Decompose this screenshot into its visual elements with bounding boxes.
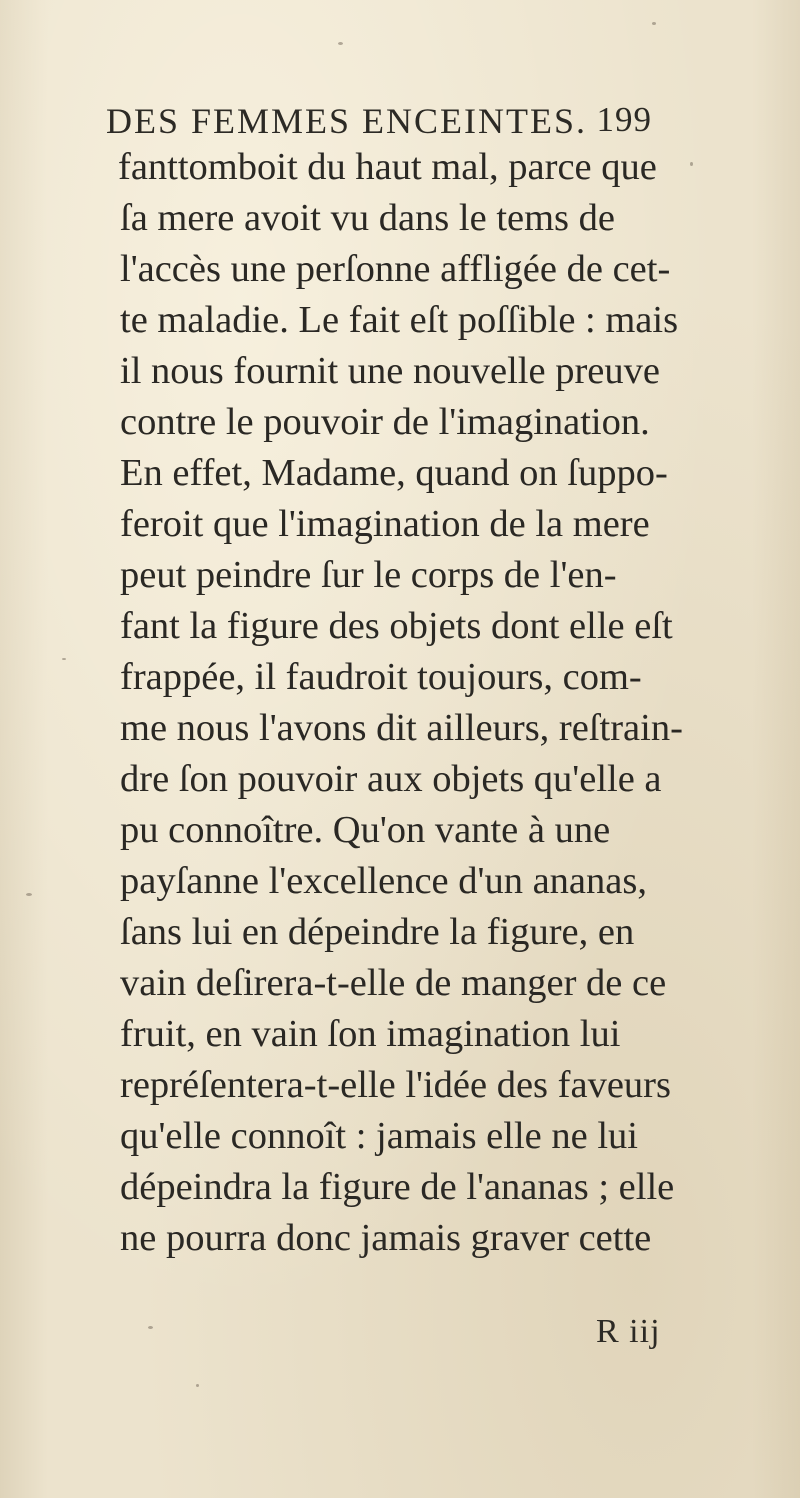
page-number: 199 (596, 100, 652, 139)
text-line: fant la figure des objets dont elle eſt (120, 605, 673, 647)
paper-speck (690, 162, 693, 166)
text-line: dépeindra la figure de l'ananas ; elle (120, 1166, 675, 1208)
paper-speck (338, 42, 343, 45)
running-head-title: DES FEMMES ENCEINTES. (106, 101, 588, 141)
text-line: feroit que l'imagination de la mere (120, 503, 650, 545)
text-line: repréſentera-t-elle l'idée des faveurs (120, 1064, 671, 1106)
text-line: qu'elle connoît : jamais elle ne lui (120, 1115, 638, 1157)
text-line: payſanne l'excellence d'un ananas, (120, 860, 647, 902)
text-line: dre ſon pouvoir aux objets qu'elle a (120, 758, 662, 800)
paper-speck (26, 893, 32, 896)
text-line: ſans lui en dépeindre la figure, en (120, 911, 635, 953)
text-line: peut peindre ſur le corps de l'en- (120, 554, 617, 596)
text-line: frappée, il faudroit toujours, com- (120, 656, 642, 698)
text-line: te maladie. Le fait eſt poſſible : mais (120, 299, 679, 341)
text-line: En effet, Madame, quand on ſuppo- (120, 452, 668, 494)
text-line: il nous fournit une nouvelle preuve (120, 350, 660, 392)
paper-speck (196, 1384, 199, 1387)
signature-mark: R iij (596, 1313, 661, 1350)
text-line: pu connoître. Qu'on vante à une (120, 809, 611, 851)
paper-speck (652, 22, 656, 25)
text-line: l'accès une perſonne affligée de cet- (120, 248, 671, 290)
paper-speck (148, 1326, 153, 1329)
text-line: ſa mere avoit vu dans le tems de (120, 197, 615, 239)
text-line: fanttomboit du haut mal, parce que (118, 146, 657, 188)
text-line: vain deſirera-t-elle de manger de ce (120, 962, 667, 1004)
paper-speck (62, 658, 66, 660)
text-line: contre le pouvoir de l'imagination. (120, 401, 650, 443)
text-line: ne pourra donc jamais graver cette (120, 1217, 652, 1259)
text-line: fruit, en vain ſon imagination lui (120, 1013, 621, 1055)
text-line: me nous l'avons dit ailleurs, reſtrain- (120, 707, 683, 749)
